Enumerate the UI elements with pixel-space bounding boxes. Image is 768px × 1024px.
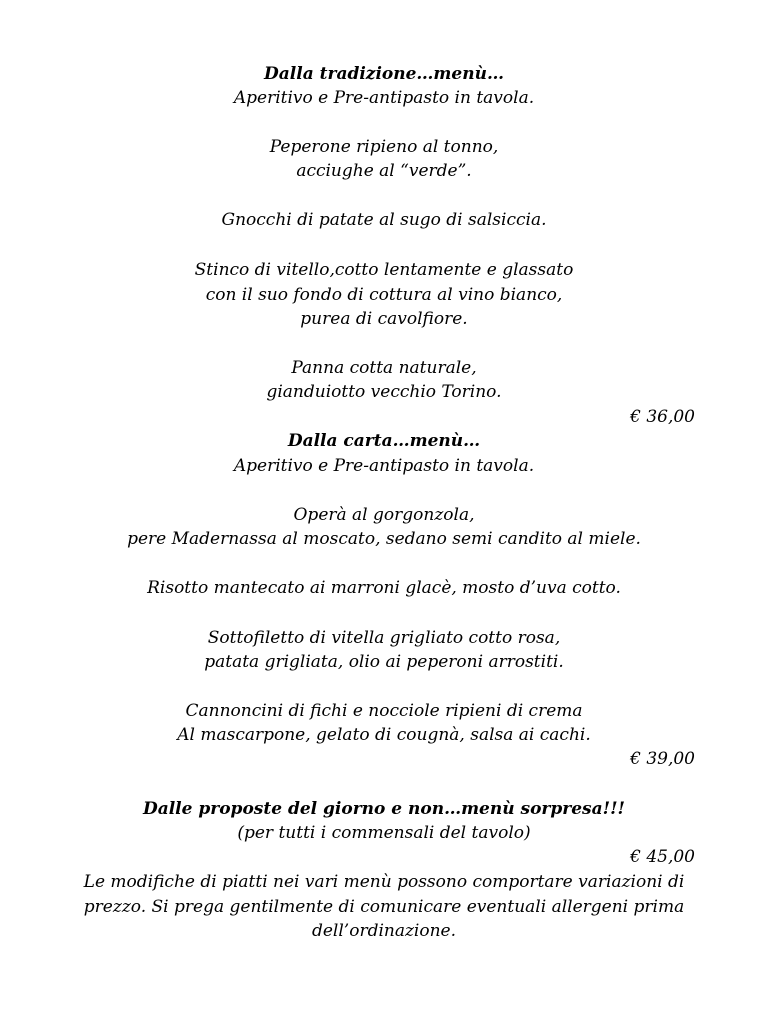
menu-carta-secondo-line-2: patata grigliata, olio ai peperoni arrostiti.: [204, 652, 564, 672]
menu-tradizione-intro: Aperitivo e Pre-antipasto in tavola.: [233, 88, 535, 108]
menu-tradizione-primo: Gnocchi di patate al sugo di salsiccia.: [221, 210, 547, 230]
menu-tradizione-secondo-line-2: con il suo fondo di cottura al vino bianco,: [205, 285, 563, 305]
menu-carta-intro: Aperitivo e Pre-antipasto in tavola.: [233, 456, 535, 476]
menu-carta-antipasto-line-2: pere Madernassa al moscato, sedano semi candito al miele.: [127, 529, 641, 549]
menu-carta-dolce-line-2: Al mascarpone, gelato di cougnà, salsa ai cachi.: [177, 725, 591, 745]
menu-carta-price: € 39,00: [630, 749, 695, 769]
menu-sorpresa-title: Dalle proposte del giorno e non…menù sorpresa!!!: [142, 799, 626, 819]
menu-carta-secondo-line-1: Sottofiletto di vitella grigliato cotto rosa,: [207, 628, 561, 648]
menu-sorpresa-subtitle: (per tutti i commensali del tavolo): [237, 823, 531, 843]
notice-line-2: prezzo. Si prega gentilmente di comunicare eventuali allergeni prima: [83, 897, 685, 917]
menu-tradizione-secondo-line-3: purea di cavolfiore.: [300, 309, 468, 329]
menu-tradizione-price: € 36,00: [630, 407, 695, 427]
menu-sorpresa-price: € 45,00: [630, 847, 695, 867]
notice-line-1: Le modifiche di piatti nei vari menù possono comportare variazioni di: [83, 872, 685, 892]
menu-tradizione-antipasto-line-2: acciughe al “verde”.: [296, 161, 472, 181]
menu-tradizione-dolce-line-1: Panna cotta naturale,: [291, 358, 477, 378]
notice-line-3: dell’ordinazione.: [311, 921, 457, 941]
menu-carta-antipasto-line-1: Operà al gorgonzola,: [293, 505, 475, 525]
menu-carta-title: Dalla carta…menù…: [287, 431, 481, 451]
menu-tradizione-secondo-line-1: Stinco di vitello,cotto lentamente e glassato: [194, 260, 574, 280]
menu-tradizione-dolce-line-2: gianduiotto vecchio Torino.: [266, 382, 502, 402]
menu-tradizione-antipasto-line-1: Peperone ripieno al tonno,: [269, 137, 499, 157]
menu-carta-dolce-line-1: Cannoncini di fichi e nocciole ripieni di crema: [185, 701, 583, 721]
menu-carta-primo: Risotto mantecato ai marroni glacè, mosto d’uva cotto.: [147, 578, 621, 598]
menu-tradizione-title: Dalla tradizione…menù…: [264, 64, 504, 84]
